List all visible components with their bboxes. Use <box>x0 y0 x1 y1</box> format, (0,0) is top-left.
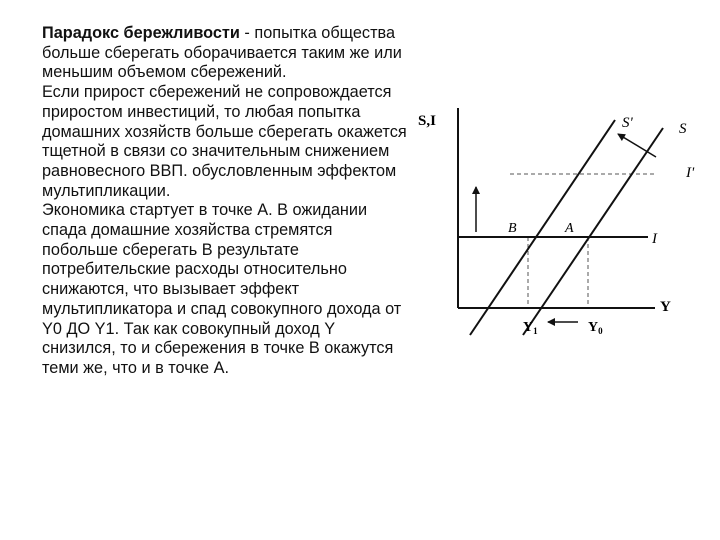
definition-paragraph <box>42 24 410 83</box>
y-axis-label: S,I <box>418 113 436 129</box>
savings-line-S-prime <box>470 120 615 335</box>
investment-paragraph: Если прирост сбережений не сопровождается приростом инвестиций, то любая попытка домашних хозяйств больше сберегать окажется тщетной в связи со значительным снижением равновесного ВВП. обусловленным эффектом мультипликации. <box>42 83 407 200</box>
label-I: I <box>652 231 657 247</box>
label-S: S <box>679 121 687 137</box>
savings-line-S <box>523 128 663 335</box>
definition-text: - попытка общества больше сберегать оборачивается таким же или меньшим объемом сбережений. <box>42 24 402 82</box>
tick-Y1: $Y_1$ <box>523 320 538 336</box>
point-A-label: A <box>565 221 574 236</box>
explanation-text <box>42 24 410 379</box>
label-S-prime: S' <box>622 115 633 131</box>
x-axis-label: Y <box>660 299 671 315</box>
label-I-prime: I' <box>686 165 695 181</box>
savings-investment-diagram <box>400 95 700 345</box>
point-B-label: B <box>508 221 517 236</box>
scenario-paragraph: Экономика стартует в точке А. В ожидании спада домашние хозяйства стремятся побольше сберегать В результате потребительские расходы относительно снижаются, что вызывает эффект мультипликатора и спад совокупного дохода от Y0 ДО Y1. Так как совокупный доход Y снизился, то и сбережения в точке В окажутся теми же, что и в точке А. <box>42 201 402 377</box>
term-heading: Парадокс бережливости <box>42 24 240 42</box>
tick-Y0: $Y_0$ <box>588 320 603 336</box>
